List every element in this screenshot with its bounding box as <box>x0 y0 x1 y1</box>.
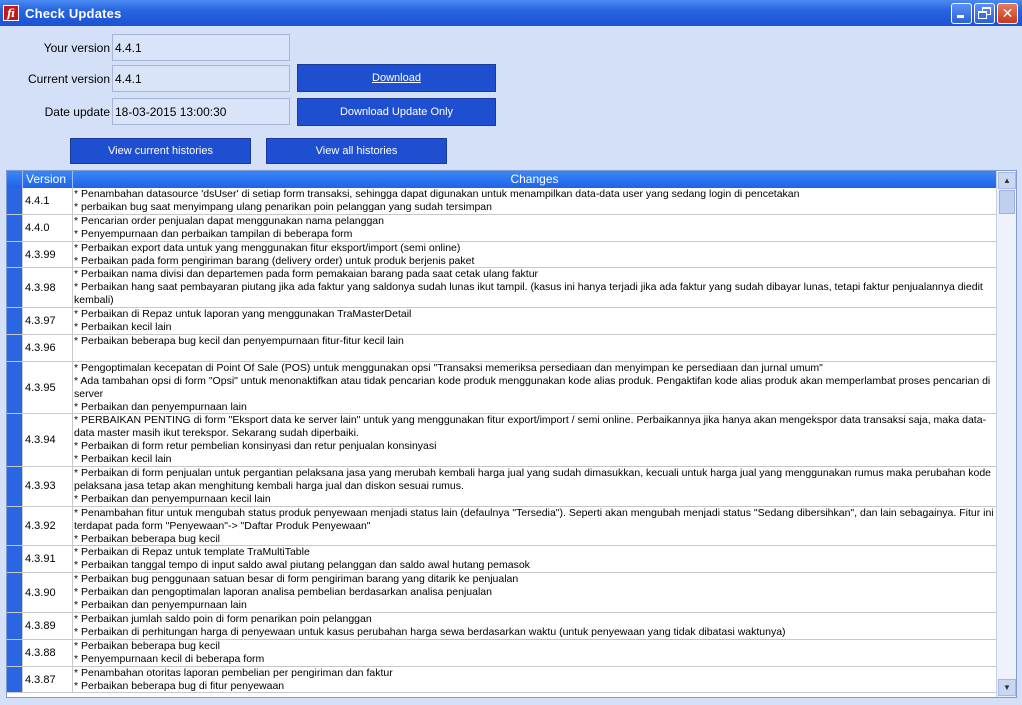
version-cell[interactable]: 4.3.92 <box>23 507 73 546</box>
version-cell[interactable]: 4.4.1 <box>23 188 73 214</box>
version-cell[interactable]: 4.3.99 <box>23 242 73 268</box>
scroll-up-icon[interactable]: ▲ <box>998 172 1016 189</box>
change-line: * Perbaikan hang saat pembayaran piutang jika ada faktur yang saldonya sudah lunas ikut tampil. (kasus ini hanya terjadi jika ada faktur yang sudah dibayar lunas, tetapi faktur penjualannya diedit kembali) <box>74 281 983 307</box>
changes-cell[interactable] <box>73 362 996 414</box>
download-button-label: Download <box>372 72 421 84</box>
version-cell[interactable]: 4.3.87 <box>23 667 73 693</box>
change-line: * Perbaikan export data untuk yang menggunakan fitur eksport/import (semi online) <box>74 241 461 254</box>
version-cell[interactable]: 4.3.95 <box>23 362 73 414</box>
close-icon[interactable]: ✕ <box>997 3 1018 24</box>
row-indicator[interactable] <box>7 467 23 506</box>
current-version-label: Current version <box>27 72 110 86</box>
change-line: * Perbaikan dan pengoptimalan laporan analisa pembelian berdasarkan analisa penjualan <box>74 586 492 599</box>
change-line: * Perbaikan beberapa bug di fitur penyewaan <box>74 679 285 692</box>
change-line: * Perbaikan bug penggunaan satuan besar di form pengiriman barang yang ditarik ke penjualan <box>74 573 519 586</box>
vertical-scrollbar[interactable] <box>996 171 1016 697</box>
row-indicator[interactable] <box>7 308 23 334</box>
change-line: * Perbaikan pada form pengiriman barang (delivery order) untuk produk berjenis paket <box>74 254 475 267</box>
change-line <box>74 348 996 361</box>
change-line: * perbaikan bug saat menyimpang ulang penarikan poin pelanggan yang sudah tersimpan <box>74 200 492 213</box>
scroll-down-icon[interactable]: ▼ <box>998 679 1016 696</box>
row-indicator[interactable] <box>7 188 23 214</box>
table-row[interactable] <box>7 188 996 215</box>
change-line: * Perbaikan di Repaz untuk template TraMultiTable <box>74 546 310 559</box>
change-line: * Penambahan datasource 'dsUser' di setiap form transaksi, sehingga dapat digunakan untuk menampilkan data-data user yang sedang login di pencetakan <box>74 188 800 200</box>
row-indicator-header <box>7 171 23 188</box>
date-update-field[interactable] <box>112 98 290 125</box>
minimize-icon[interactable] <box>951 3 972 24</box>
row-indicator[interactable] <box>7 362 23 414</box>
window-controls <box>951 3 1018 24</box>
your-version-label: Your version <box>43 41 110 55</box>
current-version-field[interactable] <box>112 65 290 92</box>
changes-cell[interactable] <box>73 335 996 361</box>
change-line: * Perbaikan kecil lain <box>74 321 172 334</box>
table-row[interactable] <box>7 613 996 640</box>
changes-cell[interactable] <box>73 546 996 572</box>
changes-cell[interactable] <box>73 640 996 666</box>
changes-cell[interactable] <box>73 507 996 546</box>
row-indicator[interactable] <box>7 414 23 466</box>
changes-cell[interactable] <box>73 573 996 612</box>
change-line: * Penambahan fitur untuk mengubah status produk penyewaan menjadi status lain (defaulnya "Tersedia"). Seperti akan mengubah menjadi status "Sedang dibersihkan", dan lain sebagainya. Fitur ini terdapat pada form "Penyewaan"-> "Daftar Produk Penyewaan" <box>74 506 994 532</box>
change-line: * Perbaikan dan penyempurnaan lain <box>74 599 247 612</box>
window-title: Check Updates <box>25 5 122 21</box>
change-line: * Perbaikan nama divisi dan departemen pada form pemakaian barang pada saat cetak ulang faktur <box>74 268 539 281</box>
table-row[interactable] <box>7 667 996 694</box>
change-line: * Perbaikan dan penyempurnaan kecil lain <box>74 492 271 505</box>
grid-body <box>7 188 996 698</box>
row-indicator[interactable] <box>7 640 23 666</box>
version-cell[interactable]: 4.3.94 <box>23 414 73 466</box>
change-line: * Perbaikan beberapa bug kecil <box>74 639 220 652</box>
changes-cell[interactable] <box>73 308 996 334</box>
view-all-histories-button[interactable]: View all histories <box>266 138 447 164</box>
restore-icon[interactable] <box>974 3 995 24</box>
change-line: * Penyempurnaan kecil di beberapa form <box>74 652 265 665</box>
change-line: * Perbaikan jumlah saldo poin di form penarikan poin pelanggan <box>74 613 372 625</box>
histories-grid[interactable] <box>6 170 1017 698</box>
change-line: * Perbaikan di perhitungan harga di penyewaan untuk kasus perubahan harga sewa berdasarkan waktu (untuk penyewaan yang tidak dibatasi waktunya) <box>74 625 786 638</box>
change-line: * Perbaikan di form penjualan untuk pergantian pelaksana jasa yang merubah kembali harga jual yang sudah dimasukkan, kecuali untuk harga jual yang menggunakan rumus maka perubahan kode pelaksana jasa tetap akan menghitung kembali harga jual dan diskon sesuai rumus. <box>74 467 992 492</box>
row-indicator[interactable] <box>7 613 23 639</box>
table-row[interactable] <box>7 414 996 467</box>
changes-column-header[interactable]: Changes <box>510 172 559 186</box>
table-row[interactable] <box>7 640 996 667</box>
change-line: * Perbaikan di form retur pembelian konsinyasi dan retur penjualan konsinyasi <box>74 440 437 453</box>
row-indicator[interactable] <box>7 507 23 546</box>
change-line: * Perbaikan tanggal tempo di input saldo awal piutang pelanggan dan saldo awal hutang pemasok <box>74 559 530 572</box>
change-line: * Pengoptimalan kecepatan di Point Of Sale (POS) untuk menggunakan opsi "Transaksi memeriksa persediaan dan menyimpan ke persediaan dan jurnal umum" <box>74 361 823 374</box>
grid-header <box>7 171 996 188</box>
version-cell[interactable]: 4.3.91 <box>23 546 73 572</box>
version-column-header[interactable]: Version <box>23 171 73 188</box>
row-indicator[interactable] <box>7 335 23 361</box>
changes-cell[interactable] <box>73 268 996 307</box>
row-indicator[interactable] <box>7 268 23 307</box>
version-cell[interactable]: 4.4.0 <box>23 215 73 241</box>
change-line: * Perbaikan kecil lain <box>74 453 172 466</box>
table-row[interactable] <box>7 467 996 507</box>
table-row[interactable] <box>7 507 996 547</box>
version-cell[interactable]: 4.3.90 <box>23 573 73 612</box>
change-line: * Perbaikan dan penyempurnaan lain <box>74 400 247 413</box>
table-row[interactable] <box>7 546 996 573</box>
row-indicator[interactable] <box>7 573 23 612</box>
version-cell[interactable]: 4.3.97 <box>23 308 73 334</box>
changes-cell[interactable] <box>73 215 996 241</box>
row-indicator[interactable] <box>7 215 23 241</box>
change-line: * PERBAIKAN PENTING di form "Eksport data ke server lain" untuk yang menggunakan fitur export/import / semi online. Perbaikannya jika hanya akan mengekspor data transaksi saja, maka data-data master masih ikut terekspor. Sekarang sudah diperbaiki. <box>74 414 987 440</box>
change-line: * Pencarian order penjualan dapat menggunakan nama pelanggan <box>74 214 384 227</box>
table-row[interactable] <box>7 362 996 415</box>
changes-cell[interactable] <box>73 467 996 506</box>
row-indicator[interactable] <box>7 546 23 572</box>
changes-cell[interactable] <box>73 414 996 466</box>
view-current-histories-button[interactable]: View current histories <box>70 138 251 164</box>
version-cell[interactable]: 4.3.93 <box>23 467 73 506</box>
version-cell[interactable]: 4.3.98 <box>23 268 73 307</box>
row-indicator[interactable] <box>7 242 23 268</box>
changes-cell[interactable] <box>73 613 996 639</box>
version-cell[interactable]: 4.3.88 <box>23 640 73 666</box>
table-row[interactable] <box>7 242 996 269</box>
version-cell[interactable]: 4.3.89 <box>23 613 73 639</box>
change-line: * Perbaikan beberapa bug kecil dan penyempurnaan fitur-fitur kecil lain <box>74 334 404 347</box>
change-line: * Ada tambahan opsi di form "Opsi" untuk menonaktifkan atau tidak pencarian kode produk menggunakan kode alias produk. Pengaktifan kode alias produk akan memperlambat proses pencarian di server <box>74 374 991 400</box>
download-update-only-button[interactable]: Download Update Only <box>297 98 496 126</box>
table-row[interactable] <box>7 573 996 613</box>
download-button[interactable] <box>297 64 496 92</box>
change-line: * Perbaikan beberapa bug kecil <box>74 532 220 545</box>
table-row[interactable] <box>7 335 996 362</box>
table-row[interactable] <box>7 215 996 242</box>
row-indicator[interactable] <box>7 667 23 693</box>
changes-cell[interactable] <box>73 667 996 693</box>
table-row[interactable] <box>7 308 996 335</box>
title-bar[interactable] <box>0 0 1022 26</box>
change-line: * Penambahan otoritas laporan pembelian per pengiriman dan faktur <box>74 666 393 679</box>
your-version-field[interactable] <box>112 34 290 61</box>
changes-cell[interactable] <box>73 188 996 214</box>
changes-cell[interactable] <box>73 242 996 268</box>
change-line: * Penyempurnaan dan perbaikan tampilan di beberapa form <box>74 227 353 240</box>
table-row[interactable] <box>7 268 996 308</box>
scroll-thumb[interactable] <box>999 190 1015 214</box>
app-logo-icon: fi <box>3 5 19 21</box>
date-update-label: Date update <box>44 105 110 119</box>
change-line: * Perbaikan di Repaz untuk laporan yang menggunakan TraMasterDetail <box>74 308 412 321</box>
version-cell[interactable]: 4.3.96 <box>23 335 73 361</box>
